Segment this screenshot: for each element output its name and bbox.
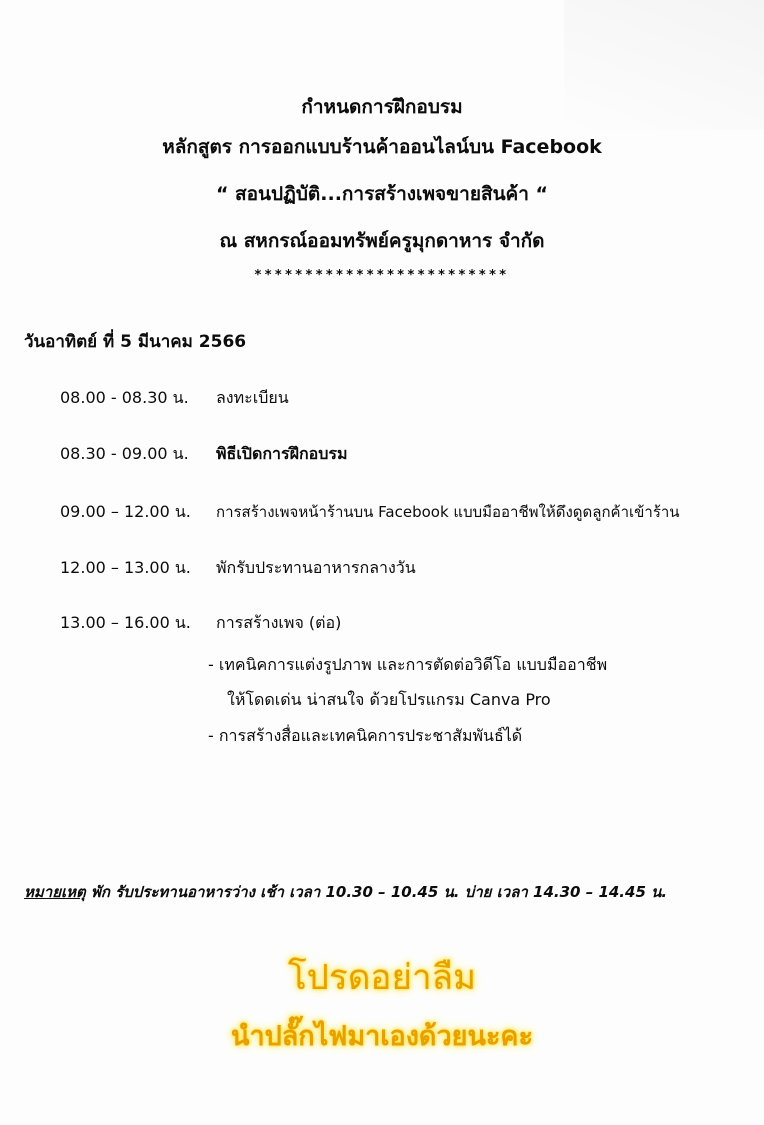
sub-item: - เทคนิคการแต่งรูปภาพ และการตัดต่อวิดีโอ แบบมืออาชีพ [208, 655, 608, 674]
footnote [24, 880, 667, 904]
schedule-time: 12.00 – 13.00 น. [60, 558, 191, 577]
schedule-activity: การสร้างเพจหน้าร้านบน Facebook แบบมืออาชีพให้ดึงดูดลูกค้าเข้าร้าน [216, 503, 680, 521]
sub-item-continued: ให้โดดเด่น น่าสนใจ ด้วยโปรแกรม Canva Pro [227, 690, 551, 709]
event-date: วันอาทิตย์ ที่ 5 มีนาคม 2566 [24, 332, 247, 352]
schedule-time: 08.30 - 09.00 น. [60, 444, 189, 463]
reminder-heading: โปรดอย่าลืม [287, 958, 477, 998]
schedule-time: 09.00 – 12.00 น. [60, 502, 191, 521]
venue-line: ณ สหกรณ์ออมทรัพย์ครูมุกดาหาร จำกัด [219, 230, 545, 252]
schedule-time: 13.00 – 16.00 น. [60, 613, 191, 632]
footnote-label: หมายเหตุ [24, 883, 86, 901]
schedule-time: 08.00 - 08.30 น. [60, 388, 189, 407]
course-title: หลักสูตร การออกแบบร้านค้าออนไลน์บน Facebook [162, 136, 602, 158]
schedule-activity: พิธีเปิดการฝึกอบรม [216, 444, 348, 463]
title-line: กำหนดการฝึกอบรม [301, 96, 463, 118]
schedule-activity: การสร้างเพจ (ต่อ) [216, 613, 342, 632]
footnote-text: พัก รับประทานอาหารว่าง เช้า เวลา 10.30 – 10.45 น. บ่าย เวลา 14.30 – 14.45 น. [85, 883, 668, 901]
sub-item: - การสร้างสื่อและเทคนิคการประชาสัมพันธ์ได้ [208, 726, 523, 745]
schedule-activity: ลงทะเบียน [216, 388, 289, 407]
course-subtitle: “ สอนปฏิบัติ...การสร้างเพจขายสินค้า “ [215, 183, 549, 205]
reminder-text: นำปลั๊กไฟมาเองด้วยนะคะ [231, 1021, 533, 1052]
star-divider: ************************* [254, 268, 510, 283]
schedule-activity: พักรับประทานอาหารกลางวัน [216, 558, 416, 577]
